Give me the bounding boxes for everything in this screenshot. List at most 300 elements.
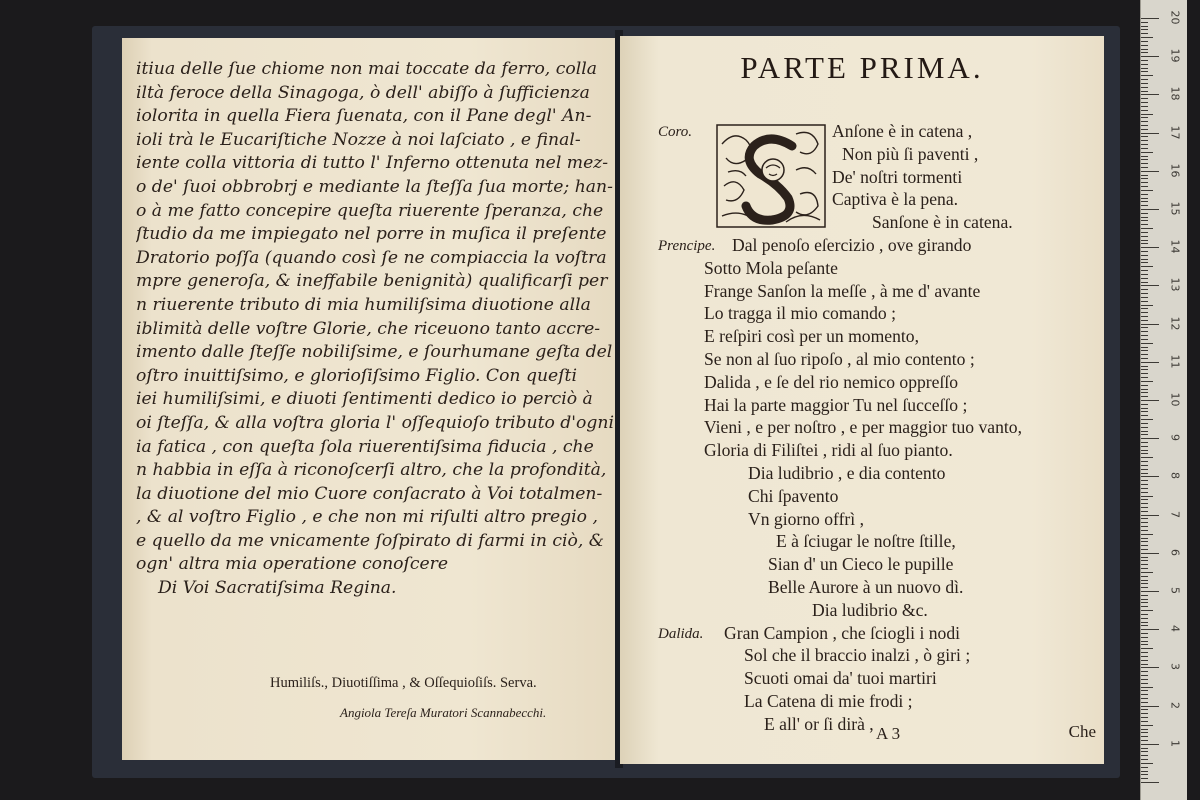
- ruler-tick: [1141, 732, 1148, 733]
- ruler-tick: [1141, 327, 1148, 328]
- ruler-tick: [1141, 396, 1148, 397]
- dedication-line: iolorita in quella Fiera ſuenata, con il Pane degl' An-: [136, 106, 592, 127]
- dedication-line: iente colla vittoria di tutto l' Inferno ottenuta nel mez-: [136, 153, 609, 174]
- ruler-tick: [1141, 144, 1148, 145]
- ruler-tick: [1141, 305, 1153, 306]
- ruler-tick: [1141, 717, 1148, 718]
- verse-text: De' noſtri tormenti: [832, 166, 963, 187]
- verse-line: [620, 576, 1104, 599]
- ruler-tick: [1141, 392, 1148, 393]
- verse-text: Gran Campion , che ſciogli i nodi: [724, 622, 961, 643]
- ruler-tick: [1141, 679, 1148, 680]
- ruler-tick: [1141, 610, 1153, 611]
- folio-signature: A 3: [876, 724, 901, 743]
- ruler-tick: [1141, 675, 1148, 676]
- ruler-tick: [1141, 178, 1148, 179]
- ruler-label: 6: [1168, 548, 1182, 556]
- ruler-tick: [1141, 488, 1148, 489]
- ruler-tick: [1141, 247, 1159, 248]
- ruler-label: 16: [1168, 163, 1182, 178]
- ruler-tick: [1141, 568, 1148, 569]
- ruler-tick: [1141, 534, 1153, 535]
- ruler-tick: [1141, 602, 1148, 603]
- ruler-tick: [1141, 461, 1148, 462]
- ruler-tick: [1141, 71, 1148, 72]
- measuring-ruler: [1140, 0, 1187, 800]
- ruler-tick: [1141, 324, 1159, 325]
- ruler-tick: [1141, 282, 1148, 283]
- ruler-tick: [1141, 446, 1148, 447]
- ruler-tick: [1141, 480, 1148, 481]
- verse-line: [620, 280, 1104, 303]
- dedication-line: mpre generoſa, & ineffabile benignità) qualificarſi per: [136, 271, 608, 292]
- verse-text: E à ſciugar le noſtre ſtille,: [776, 531, 956, 552]
- ruler-tick: [1141, 484, 1148, 485]
- ruler-tick: [1141, 767, 1148, 768]
- ruler-label: 8: [1168, 472, 1182, 480]
- ruler-tick: [1141, 442, 1148, 443]
- verse-text: Sol che il braccio inalzi , ò giri ;: [744, 645, 971, 666]
- ruler-tick: [1141, 706, 1159, 707]
- ruler-tick: [1141, 251, 1148, 252]
- ruler-tick: [1141, 782, 1159, 783]
- dedication-line: , & al voſtro Figlio , e che non mi riſulti altro pregio ,: [136, 507, 598, 528]
- ruler-tick: [1141, 507, 1148, 508]
- ruler-label: 9: [1168, 434, 1182, 442]
- ruler-tick: [1141, 22, 1148, 23]
- ruler-tick: [1141, 243, 1148, 244]
- verse-line: [620, 508, 1104, 531]
- ruler-tick: [1141, 694, 1148, 695]
- ruler-tick: [1141, 102, 1148, 103]
- ruler-tick: [1141, 530, 1148, 531]
- dedication-line: oi ſteſſa, & alla voſtra gloria l' oſſequioſo tributo d'ogni: [136, 412, 614, 433]
- verse-text: Dal penoſo eſercizio , ove girando: [732, 234, 972, 255]
- ruler-tick: [1141, 411, 1148, 412]
- ruler-tick: [1141, 274, 1148, 275]
- verse-line: [620, 622, 1104, 645]
- ruler-tick: [1141, 152, 1153, 153]
- ruler-label: 4: [1168, 625, 1182, 633]
- ruler-tick: [1141, 343, 1153, 344]
- ruler-tick: [1141, 453, 1148, 454]
- ruler-tick: [1141, 297, 1148, 298]
- ruler-tick: [1141, 736, 1148, 737]
- verse-text: Frange Sanſon la meſſe , à me d' avante: [704, 280, 981, 301]
- ruler-tick: [1141, 385, 1148, 386]
- ruler-tick: [1141, 331, 1148, 332]
- ruler-label: 14: [1168, 239, 1182, 254]
- ruler-tick: [1141, 709, 1148, 710]
- verse-text: Non più ſi paventi ,: [842, 143, 979, 164]
- ruler-tick: [1141, 492, 1148, 493]
- verse-line: [620, 416, 1104, 439]
- ruler-tick: [1141, 476, 1159, 477]
- ruler-tick: [1141, 270, 1148, 271]
- subscription-line: Humiliſs., Diuotiſſima , & Oſſequioſiſs. Serva.: [270, 675, 537, 691]
- ruler-tick: [1141, 186, 1148, 187]
- ruler-tick: [1141, 606, 1148, 607]
- verse-text: Dalida , e ſe del rio nemico oppreſſo: [704, 371, 959, 392]
- ruler-tick: [1141, 136, 1148, 137]
- ruler-tick: [1141, 373, 1148, 374]
- ruler-tick: [1141, 580, 1148, 581]
- ruler-tick: [1141, 545, 1148, 546]
- ruler-tick: [1141, 702, 1148, 703]
- ruler-tick: [1141, 350, 1148, 351]
- ruler-tick: [1141, 369, 1148, 370]
- ruler-tick: [1141, 354, 1148, 355]
- ruler-tick: [1141, 450, 1148, 451]
- ruler-tick: [1141, 557, 1148, 558]
- ruler-tick: [1141, 469, 1148, 470]
- ruler-tick: [1141, 591, 1159, 592]
- ruler-label: 15: [1168, 201, 1182, 216]
- verse-line: [620, 530, 1104, 553]
- speaker-name: Prencipe.: [658, 237, 716, 254]
- ruler-tick: [1141, 358, 1148, 359]
- ruler-tick: [1141, 389, 1148, 390]
- ruler-tick: [1141, 748, 1148, 749]
- ruler-tick: [1141, 148, 1148, 149]
- ruler-tick: [1141, 473, 1148, 474]
- verse-line: [620, 211, 1104, 234]
- dedication-line: ſtudio da me impiegato nel porre in muſica il preſente: [136, 224, 607, 245]
- verse-line: [620, 599, 1104, 622]
- ruler-tick: [1141, 289, 1148, 290]
- ruler-tick: [1141, 45, 1148, 46]
- ruler-label: 18: [1168, 86, 1182, 101]
- ruler-label: 17: [1168, 125, 1182, 140]
- verse-line: [620, 485, 1104, 508]
- verse-line: [620, 302, 1104, 325]
- ruler-label: 2: [1168, 701, 1182, 709]
- verse-line: [620, 667, 1104, 690]
- verse-text: Gloria di Filiſtei , ridi al ſuo pianto.: [704, 440, 953, 461]
- ruler-tick: [1141, 175, 1148, 176]
- ruler-tick: [1141, 182, 1148, 183]
- ruler-tick: [1141, 404, 1148, 405]
- speaker-name: Coro.: [658, 124, 693, 140]
- ruler-tick: [1141, 41, 1148, 42]
- ruler-tick: [1141, 759, 1148, 760]
- ruler-tick: [1141, 751, 1148, 752]
- ruler-tick: [1141, 725, 1153, 726]
- ruler-tick: [1141, 362, 1159, 363]
- ruler-tick: [1141, 308, 1148, 309]
- ruler-tick: [1141, 648, 1153, 649]
- ruler-tick: [1141, 106, 1148, 107]
- dedication-line: n habbia in eſſa à riconoſcerſi altro, che la profondità,: [136, 460, 607, 481]
- ruler-tick: [1141, 190, 1153, 191]
- ruler-tick: [1141, 778, 1148, 779]
- ruler-tick: [1141, 167, 1148, 168]
- dedication-line: e quello da me vnicamente ſoſpirato di farmi in ciò, &: [136, 530, 605, 551]
- ruler-tick: [1141, 755, 1148, 756]
- speaker-name: Dalida.: [658, 625, 704, 642]
- ruler-tick: [1141, 110, 1148, 111]
- verse-text: Anſone è in catena ,: [832, 121, 973, 141]
- page-title: PARTE PRIMA.: [740, 50, 984, 85]
- ruler-tick: [1141, 629, 1159, 630]
- dedication-line: o à me fatto concepire queſta riuerente ſperanza, che: [136, 200, 604, 221]
- ruler-tick: [1141, 240, 1148, 241]
- verse-line: [620, 188, 1104, 211]
- ruler-tick: [1141, 415, 1148, 416]
- ruler-tick: [1141, 125, 1148, 126]
- ruler-tick: [1141, 763, 1153, 764]
- dedication-line: n riuerente tributo di mia humiliſsima diuotione alla: [136, 294, 591, 315]
- verse-text: Scuoti omai da' tuoi martiri: [744, 668, 937, 689]
- ruler-tick: [1141, 198, 1148, 199]
- ruler-label: 11: [1168, 354, 1182, 369]
- ruler-tick: [1141, 541, 1148, 542]
- ruler-label: 5: [1168, 587, 1182, 594]
- ruler-tick: [1141, 224, 1148, 225]
- ruler-label: 13: [1168, 277, 1182, 292]
- ruler-tick: [1141, 339, 1148, 340]
- ruler-tick: [1141, 33, 1148, 34]
- verse-line: [620, 394, 1104, 417]
- ruler-label: 1: [1168, 739, 1182, 747]
- ruler-tick: [1141, 503, 1148, 504]
- ruler-tick: [1141, 159, 1148, 160]
- ruler-tick: [1141, 320, 1148, 321]
- left-page: [122, 38, 618, 760]
- ruler-label: 10: [1168, 392, 1182, 407]
- ruler-tick: [1141, 419, 1153, 420]
- ruler-tick: [1141, 194, 1148, 195]
- ruler-tick: [1141, 98, 1148, 99]
- ruler-tick: [1141, 366, 1148, 367]
- dedication-line: itiua delle ſue chiome non mai toccate da ferro, colla: [136, 59, 597, 79]
- ruler-tick: [1141, 622, 1148, 623]
- verse-text: E all' or ſi dirà ,: [764, 713, 874, 734]
- dedication-line: la diuotione del mio Cuore conſacrato à Voi totalmen-: [136, 483, 603, 504]
- verse-line: [620, 690, 1104, 713]
- verse-text: Dia ludibrio &c.: [812, 599, 928, 620]
- ruler-tick: [1141, 690, 1148, 691]
- ruler-tick: [1141, 438, 1159, 439]
- ruler-tick: [1141, 687, 1153, 688]
- ruler-tick: [1141, 698, 1148, 699]
- verse-text: Se non al ſuo ripoſo , al mio contento ;: [704, 348, 975, 369]
- ruler-tick: [1141, 133, 1159, 134]
- ruler-tick: [1141, 278, 1148, 279]
- ruler-tick: [1141, 217, 1148, 218]
- ruler-tick: [1141, 83, 1148, 84]
- right-page: [620, 36, 1104, 764]
- dedication-text: [136, 58, 616, 601]
- ruler-tick: [1141, 721, 1148, 722]
- ruler-tick: [1141, 549, 1148, 550]
- verse-text: Sanſone è in catena.: [872, 212, 1013, 233]
- verse-text: Hai la parte maggior Tu nel ſucceſſo ;: [704, 394, 968, 415]
- verse-text: Chi ſpavento: [748, 485, 839, 506]
- ruler-tick: [1141, 457, 1153, 458]
- verse-text: E reſpiri così per un momento,: [704, 326, 919, 347]
- verse-line: [620, 439, 1104, 462]
- ruler-tick: [1141, 64, 1148, 65]
- ruler-tick: [1141, 431, 1148, 432]
- dedication-line: o de' ſuoi obbrobrj e mediante la ſteſſa ſua morte; han-: [136, 176, 613, 197]
- verse-line: [620, 257, 1104, 280]
- signature-line: Angiola Tereſa Muratori Scannabecchi.: [340, 705, 547, 720]
- ruler-tick: [1141, 140, 1148, 141]
- ruler-tick: [1141, 209, 1159, 210]
- verse-text: Vn giorno offrì ,: [748, 508, 864, 529]
- ruler-tick: [1141, 156, 1148, 157]
- ruler-tick: [1141, 255, 1148, 256]
- ruler-tick: [1141, 595, 1148, 596]
- ruler-tick: [1141, 683, 1148, 684]
- ruler-tick: [1141, 49, 1148, 50]
- ruler-tick: [1141, 729, 1148, 730]
- dedication-line: iblimità delle voſtre Glorie, che riceuono tanto accre-: [136, 318, 601, 339]
- ruler-tick: [1141, 68, 1148, 69]
- ruler-tick: [1141, 293, 1148, 294]
- verse-text: Belle Aurore à un nuovo dì.: [768, 576, 964, 597]
- dedication-line: imento dalle ſteſſe nobiliſsime, e ſourhumane geſta del: [136, 342, 613, 363]
- ruler-tick: [1141, 259, 1148, 260]
- verse-line: [620, 713, 1104, 736]
- ruler-tick: [1141, 671, 1148, 672]
- ruler-tick: [1141, 656, 1148, 657]
- ruler-tick: [1141, 576, 1148, 577]
- verse-line: [620, 348, 1104, 371]
- ruler-tick: [1141, 114, 1153, 115]
- closing-line: Di Voi Sacratiſsima Regina.: [158, 578, 397, 599]
- ruler-tick: [1141, 228, 1153, 229]
- ruler-tick: [1141, 316, 1148, 317]
- verse-line: [620, 234, 1104, 257]
- ruler-tick: [1141, 637, 1148, 638]
- verse-block: [620, 120, 1104, 736]
- ruler-tick: [1141, 667, 1159, 668]
- dedication-line: iltà feroce della Sinagoga, ò dell' abiſſo à ſufficienza: [136, 82, 590, 103]
- dedication-line: Dratorio poſſa (quando così ſe ne compiaccia la voſtra: [136, 247, 607, 268]
- ruler-tick: [1141, 560, 1148, 561]
- ruler-tick: [1141, 599, 1148, 600]
- ruler-tick: [1141, 37, 1153, 38]
- ruler-tick: [1141, 377, 1148, 378]
- ruler-tick: [1141, 52, 1148, 53]
- ruler-label: 20: [1168, 10, 1182, 25]
- ruler-tick: [1141, 644, 1148, 645]
- verse-line: [620, 166, 1104, 189]
- verse-line: [620, 120, 1104, 143]
- ruler-tick: [1141, 121, 1148, 122]
- ruler-tick: [1141, 434, 1148, 435]
- ruler-tick: [1141, 538, 1148, 539]
- ruler-tick: [1141, 572, 1153, 573]
- ruler-tick: [1141, 213, 1148, 214]
- ruler-tick: [1141, 664, 1148, 665]
- ruler-tick: [1141, 171, 1159, 172]
- ruler-tick: [1141, 522, 1148, 523]
- ruler-tick: [1141, 526, 1148, 527]
- ruler-tick: [1141, 205, 1148, 206]
- ruler-tick: [1141, 652, 1148, 653]
- ruler-tick: [1141, 29, 1148, 30]
- ruler-tick: [1141, 713, 1148, 714]
- ruler-tick: [1141, 774, 1148, 775]
- ruler-label: 3: [1168, 663, 1182, 671]
- dedication-line: iei humiliſsimi, e diuoti ſentimenti dedico io perciò à: [136, 389, 593, 410]
- ruler-tick: [1141, 515, 1159, 516]
- ruler-tick: [1141, 335, 1148, 336]
- ruler-tick: [1141, 236, 1148, 237]
- dedication-line: ogn' altra mia operatione conoſcere: [136, 554, 449, 575]
- ruler-tick: [1141, 660, 1148, 661]
- verse-line: [620, 325, 1104, 348]
- ruler-tick: [1141, 91, 1148, 92]
- ruler-tick: [1141, 583, 1148, 584]
- verse-line: [620, 371, 1104, 394]
- ruler-tick: [1141, 400, 1159, 401]
- ruler-tick: [1141, 347, 1148, 348]
- ruler-label: 19: [1168, 48, 1182, 63]
- ruler-tick: [1141, 117, 1148, 118]
- verse-line: [620, 553, 1104, 576]
- verse-text: Lo tragga il mio comando ;: [704, 303, 897, 324]
- verse-text: Vieni , e per noſtro , e per maggior tuo vanto,: [704, 417, 1022, 438]
- ruler-tick: [1141, 614, 1148, 615]
- ruler-tick: [1141, 266, 1153, 267]
- ruler-tick: [1141, 75, 1153, 76]
- ruler-tick: [1141, 94, 1159, 95]
- ruler-tick: [1141, 18, 1159, 19]
- ruler-tick: [1141, 465, 1148, 466]
- ruler-tick: [1141, 232, 1148, 233]
- ruler-tick: [1141, 163, 1148, 164]
- ruler-tick: [1141, 553, 1159, 554]
- ruler-tick: [1141, 381, 1153, 382]
- dedication-line: oſtro inuittiſsimo, e glorioſiſsimo Figlio. Con queſti: [136, 365, 577, 386]
- ruler-tick: [1141, 79, 1148, 80]
- verse-line: [620, 462, 1104, 485]
- ruler-tick: [1141, 408, 1148, 409]
- verse-line: [620, 644, 1104, 667]
- ruler-tick: [1141, 496, 1153, 497]
- verse-text: Sian d' un Cieco le pupille: [768, 554, 954, 575]
- dedication-line: ioli trà le Eucariſtiche Nozze à noi laſciato , e final-: [136, 129, 581, 150]
- ruler-tick: [1141, 740, 1148, 741]
- ruler-tick: [1141, 26, 1148, 27]
- ruler-tick: [1141, 641, 1148, 642]
- verse-text: Sotto Mola peſante: [704, 257, 838, 278]
- ruler-tick: [1141, 771, 1148, 772]
- ruler-tick: [1141, 285, 1159, 286]
- ruler-tick: [1141, 60, 1148, 61]
- verse-text: Captiva è la pena.: [832, 189, 959, 210]
- ruler-tick: [1141, 518, 1148, 519]
- ruler-tick: [1141, 220, 1148, 221]
- ruler-tick: [1141, 423, 1148, 424]
- ruler-tick: [1141, 427, 1148, 428]
- ruler-tick: [1141, 201, 1148, 202]
- ruler-tick: [1141, 129, 1148, 130]
- ruler-label: 12: [1168, 316, 1182, 331]
- catchword: Che: [1068, 722, 1096, 741]
- ruler-tick: [1141, 301, 1148, 302]
- ruler-tick: [1141, 587, 1148, 588]
- ruler-tick: [1141, 511, 1148, 512]
- ruler-tick: [1141, 564, 1148, 565]
- verse-text: La Catena di mie frodi ;: [744, 690, 913, 711]
- ruler-tick: [1141, 625, 1148, 626]
- ruler-tick: [1141, 633, 1148, 634]
